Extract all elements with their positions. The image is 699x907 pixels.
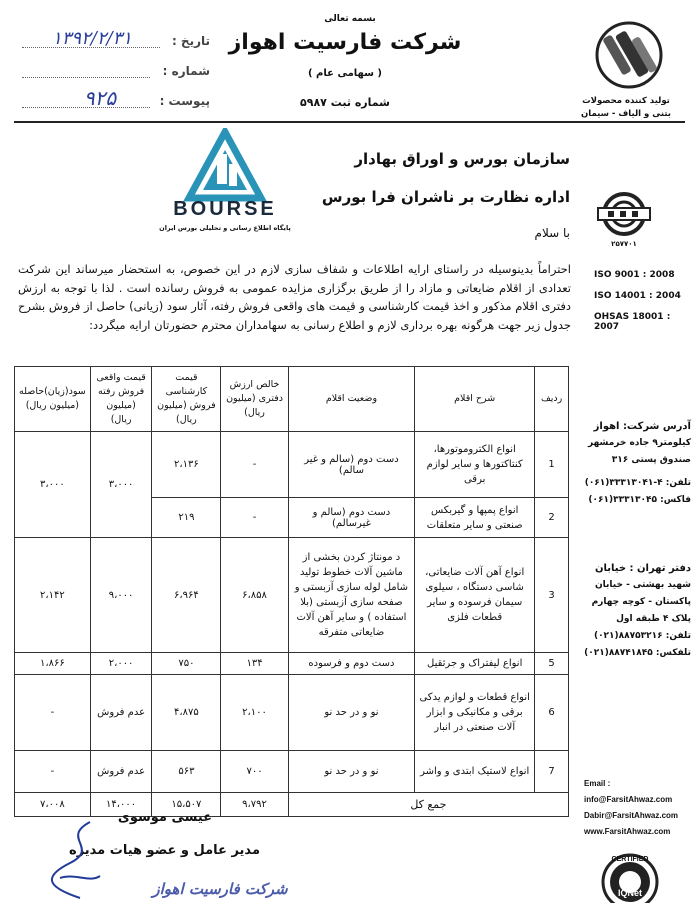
basmala: بسمه تعالی	[324, 14, 376, 24]
row-description: انواع لیفتراک و جرثقیل	[415, 653, 535, 675]
row-profit: ۲،۱۴۲	[15, 538, 91, 653]
table-row	[15, 675, 569, 751]
fax: فاکس: ۳۳۳۱۳۰۴۵(۰۶۱)	[588, 495, 691, 505]
row-book-value: ۱۳۴	[221, 653, 288, 675]
greeting: با سلام	[534, 226, 570, 240]
bourse-logo-text: BOURSE	[173, 198, 277, 220]
row-number: 3	[535, 538, 569, 653]
row-number: 7	[535, 751, 569, 793]
table-header-row	[15, 367, 569, 432]
row-profit-merged: ۳،۰۰۰	[15, 432, 91, 538]
ohsas-18001: OHSAS 18001 : 2007	[594, 312, 671, 332]
table-row	[15, 432, 569, 498]
table-row	[15, 653, 569, 675]
row-actual-price: ۹،۰۰۰	[90, 538, 152, 653]
registration-number: شماره ثبت ۵۹۸۷	[300, 96, 390, 109]
handwritten-signature	[40, 818, 120, 903]
row-expert-price: ۵۶۳	[152, 751, 221, 793]
sales-table	[14, 366, 569, 817]
date-label: تاریخ :	[171, 34, 210, 48]
tehran-office-block	[573, 560, 691, 662]
website-link[interactable]: www.FarsitAhwaz.com	[584, 827, 671, 836]
address-line1: کیلومتر۹ جاده خرمشهر	[588, 438, 691, 448]
tehran-phone: تلفن: ۸۸۷۵۳۲۱۶(۰۲۱)	[593, 631, 691, 641]
row-profit: ۱،۸۶۶	[15, 653, 91, 675]
producer-line1: تولید کننده محصولات	[582, 96, 670, 106]
iso-14001: ISO 14001 : 2004	[594, 291, 681, 301]
recipient-line2: اداره نظارت بر ناشران فرا بورس	[321, 188, 570, 206]
address-title: آدرس شرکت: اهواز	[593, 421, 691, 432]
signer-title: مدیر عامل و عضو هیات مدیره	[69, 843, 260, 858]
signer-name: عیسی موسوی	[117, 810, 213, 825]
total-label: جمع کل	[288, 793, 568, 817]
row-book-value: -	[221, 432, 288, 498]
row-description: انواع پمپها و گیربکس صنعتی و سایر متعلقات	[415, 498, 535, 538]
date-value: ۱۳۹۲/۲/۳۱	[52, 28, 132, 49]
row-expert-price: ۴،۸۷۵	[152, 675, 221, 751]
total-profit: ۷،۰۰۸	[15, 793, 91, 817]
number-label: شماره :	[162, 64, 210, 78]
row-book-value: ۷۰۰	[221, 751, 288, 793]
iqnet-text: IQNet	[617, 888, 642, 898]
iso-logo-number: ۲۵۷۷۰۱	[611, 240, 637, 248]
email-info-link[interactable]: info@FarsitAhwaz.com	[584, 795, 673, 804]
tehran-line3: پلاک ۴ طبقه اول	[616, 614, 691, 624]
email-dabir-link[interactable]: Dabir@FarsitAhwaz.com	[584, 811, 679, 820]
company-stamp: شرکت فارسیت اهواز	[152, 880, 288, 898]
recipient-line1: سازمان بورس و اوراق بهادار	[354, 150, 570, 168]
row-actual-price: عدم فروش	[90, 751, 152, 793]
header-divider	[14, 121, 685, 123]
row-status: نو و در حد نو	[288, 675, 414, 751]
row-description: انواع لاستیک ابتدی و واشر	[415, 751, 535, 793]
bourse-logo-caption: پایگاه اطلاع رسانی و تحلیلی بورس ایران	[159, 224, 291, 232]
row-profit: -	[15, 675, 91, 751]
row-number: 5	[535, 653, 569, 675]
row-status: دست دوم و فرسوده	[288, 653, 414, 675]
table-row	[15, 538, 569, 653]
header-status: وضعیت اقلام	[288, 367, 414, 432]
header-description: شرح اقلام	[415, 367, 535, 432]
iso-certification-logo	[594, 190, 654, 242]
header-actual-price: قیمت واقعی فروش رفته (میلیون ریال)	[90, 367, 152, 432]
row-book-value: ۲،۱۰۰	[221, 675, 288, 751]
tehran-line2: پاکستان - کوچه چهارم	[591, 597, 691, 607]
address-block	[573, 418, 691, 509]
tehran-title: دفتر تهران : خیابان	[594, 563, 691, 574]
header-profit: سود(زیان)حاصله (میلیون ریال)	[15, 367, 91, 432]
row-description: انواع الکتروموتورها، کنتاکتورها و سایر لوازم برقی	[415, 432, 535, 498]
row-status: د مونتاژ کردن بخشی از ماشین آلات خطوط تولید شامل لوله سازی آزبستی و صفحه سازی آزبستی (بلا استفاده ) و سایر آهن آلات ضایعاتی متفرقه	[288, 538, 414, 653]
total-actual-price: ۱۴،۰۰۰	[90, 793, 152, 817]
row-number: 2	[535, 498, 569, 538]
row-status: دست دوم (سالم و غیر سالم)	[288, 432, 414, 498]
row-book-value: -	[221, 498, 288, 538]
row-description: انواع قطعات و لوازم یدکی برقی و مکانیکی و ابزار آلات صنعتی در انبار	[415, 675, 535, 751]
number-value: ۹۲۵	[83, 86, 117, 110]
row-book-value: ۶،۸۵۸	[221, 538, 288, 653]
email-label: Email :	[584, 779, 611, 788]
address-line2: صندوق پستی ۳۱۶	[611, 455, 691, 465]
table-row	[15, 751, 569, 793]
number-dots	[22, 77, 150, 78]
row-description: انواع آهن آلات ضایعاتی، شاسی دستگاه ، سیلوی سیمان فرسوده و سایر قطعات فلزی	[415, 538, 535, 653]
certified-text: CERTIFIED	[611, 856, 649, 863]
row-number: 6	[535, 675, 569, 751]
iqnet-certified-badge	[600, 850, 660, 903]
body-paragraph: احتراماً بدینوسیله در راستای ارایه اطلاعات و شفاف سازی لازم در این خصوص، به استحضار میرساند این شرکت تعدادی از اقلام ضایعاتی و مازاد را از طریق برگزاری مزایده عمومی به فروش رسانده است . لذا با توجه به ارزش دفتری اقلام مذکور و اخذ قیمت کارشناسی و قیمت های واقعی فروش رفته، آثار سود (زیانی) حاصل از فروش بشرح جدول زیر جهت هرگونه بهره برداری لازم و اطلاع رسانی به سهامداران محترم حضورتان ارایه میگردد:	[18, 262, 571, 332]
header-expert-price: قیمت کارشناسی فروش (میلیون ریال)	[152, 367, 221, 432]
row-actual-price: ۲،۰۰۰	[90, 653, 152, 675]
header-book-value: خالص ارزش دفتری (میلیون ریال)	[221, 367, 288, 432]
row-actual-price-merged: ۳،۰۰۰	[90, 432, 152, 538]
row-actual-price: عدم فروش	[90, 675, 152, 751]
phone: تلفن: ۴-۳۳۳۱۳۰۴۱(۰۶۱)	[584, 478, 691, 488]
company-logo	[594, 20, 664, 90]
total-book-value: ۹،۷۹۲	[221, 793, 288, 817]
row-expert-price: ۷۵۰	[152, 653, 221, 675]
total-expert-price: ۱۵،۵۰۷	[152, 793, 221, 817]
attachment-label: پیوست :	[159, 94, 210, 108]
iso-9001: ISO 9001 : 2008	[594, 270, 675, 280]
header-row-number: ردیف	[535, 367, 569, 432]
row-expert-price: ۶،۹۶۴	[152, 538, 221, 653]
producer-line2: بتنی و الیاف - سیمان	[581, 109, 671, 119]
row-number: 1	[535, 432, 569, 498]
row-status: نو و در حد نو	[288, 751, 414, 793]
row-expert-price: ۲،۱۳۶	[152, 432, 221, 498]
row-expert-price: ۲۱۹	[152, 498, 221, 538]
company-type: ( سهامی عام )	[308, 68, 382, 79]
tehran-line1: شهید بهشتی - خیابان	[594, 580, 691, 590]
tehran-fax: تلفکس: ۸۸۷۴۱۸۴۵(۰۲۱)	[584, 648, 691, 658]
row-status: دست دوم (سالم و غیرسالم)	[288, 498, 414, 538]
bourse-logo	[155, 128, 295, 240]
contact-block	[584, 776, 698, 840]
company-name: شرکت فارسیت اهواز	[228, 30, 462, 55]
row-profit: -	[15, 751, 91, 793]
